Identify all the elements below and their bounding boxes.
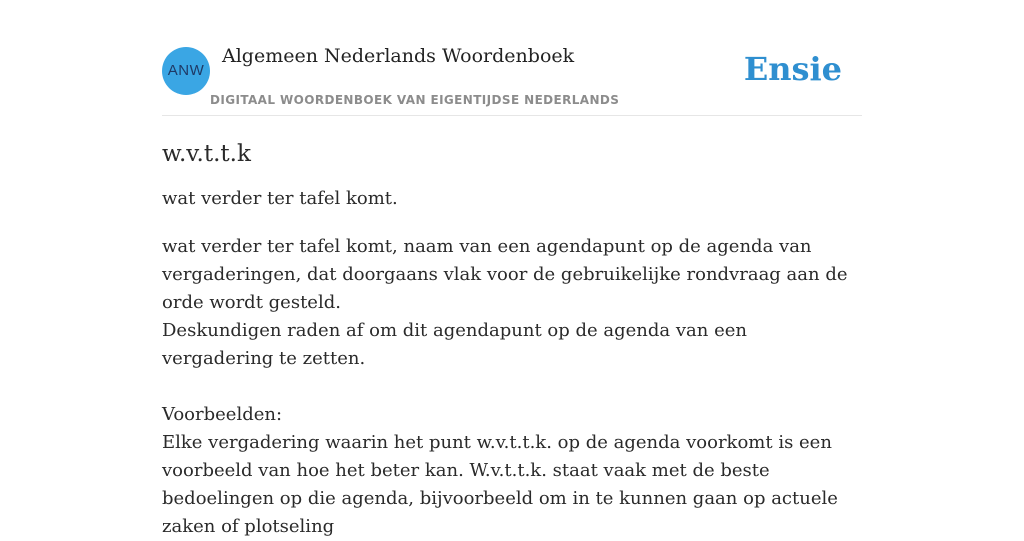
ensie-brand-logo[interactable]: Ensie — [743, 50, 842, 88]
entry-short-definition: wat verder ter tafel komt. — [162, 188, 398, 209]
site-title[interactable]: Algemeen Nederlands Woordenboek — [222, 45, 575, 67]
site-header — [162, 0, 862, 116]
entry-example-text: Elke vergadering waarin het punt w.v.t.t.k. op de agenda voorkomt is een voorbeeld van hoe het beter kan. W.v.t.t.k. staat vaak met de beste bedoelingen op die agenda, bijvoorbeeld om in te kunnen gaan op actuele zaken of plotseling — [162, 432, 838, 537]
entry-paragraph-1: wat verder ter tafel komt, naam van een agendapunt op de agenda van vergaderingen, dat doorgaans vlak voor de gebruikelijke rondvraag aan de orde wordt gesteld. — [162, 236, 848, 313]
anw-logo[interactable]: ANW — [162, 47, 210, 95]
entry-spacer — [162, 373, 862, 401]
examples-heading: Voorbeelden: — [162, 404, 283, 425]
site-subtitle: DIGITAAL WOORDENBOEK VAN EIGENTIJDSE NEDERLANDS — [210, 93, 620, 107]
entry-headword: w.v.t.t.k — [162, 141, 251, 167]
entry-paragraph-2: Deskundigen raden af om dit agendapunt op de agenda van een vergadering te zetten. — [162, 320, 747, 369]
entry-content — [162, 137, 862, 541]
